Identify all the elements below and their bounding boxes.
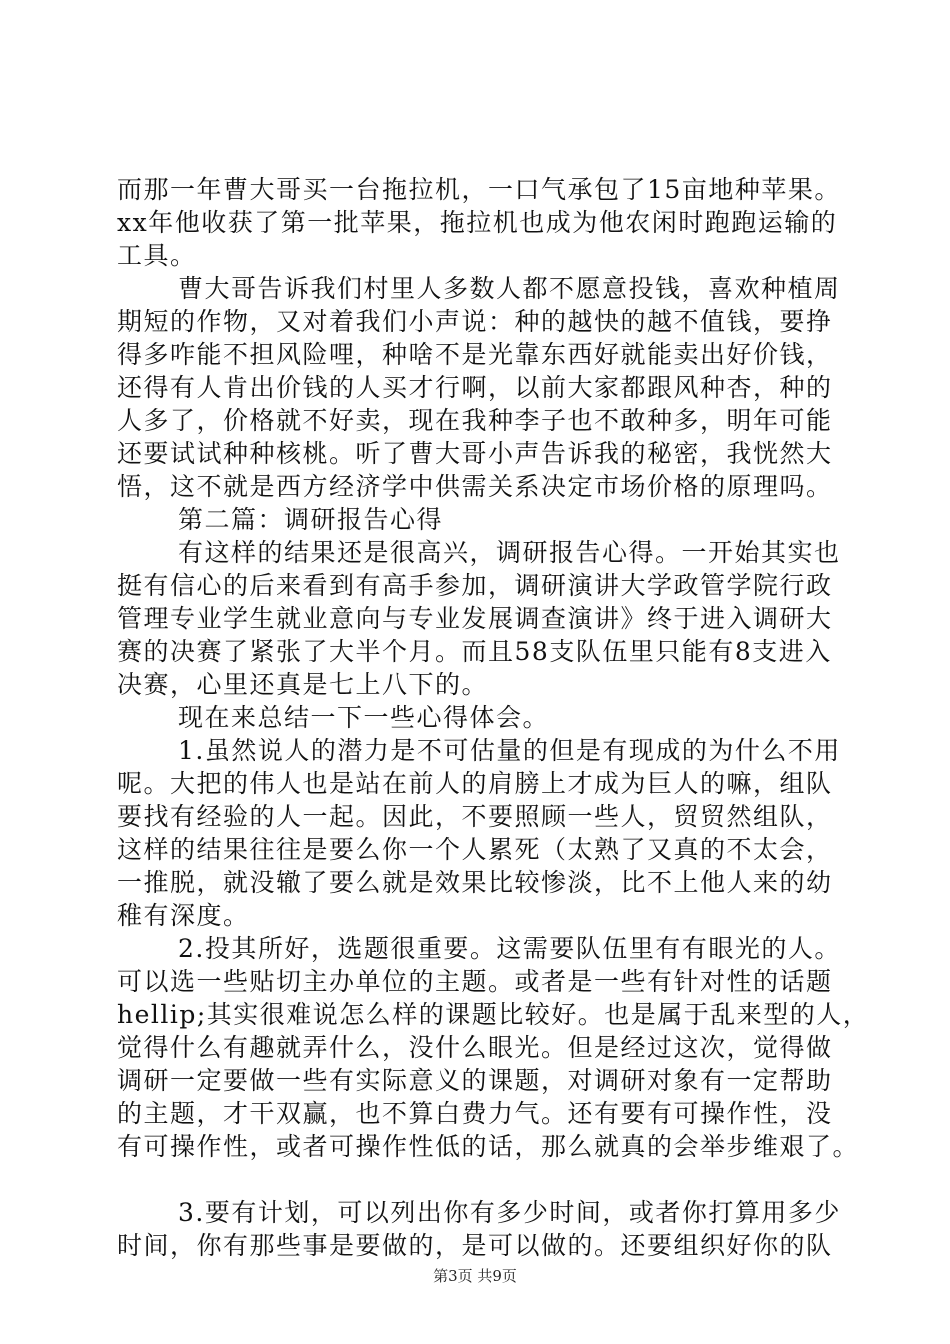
- body-text-line: 呢。大把的伟人也是站在前人的肩膀上才成为巨人的嘛，组队: [117, 769, 833, 798]
- body-text-line: 调研一定要做一些有实际意义的课题，对调研对象有一定帮助: [117, 1066, 833, 1095]
- page-footer: [0, 1266, 950, 1286]
- body-text-line: 赛的决赛了紧张了大半个月。而且58支队伍里只能有8支进入: [117, 637, 832, 666]
- body-text-line: 而那一年曹大哥买一台拖拉机，一口气承包了15亩地种苹果。: [117, 175, 841, 204]
- body-text-line: 还得有人肯出价钱的人买才行啊，以前大家都跟风种杏，种的: [117, 373, 833, 402]
- section-heading: 第二篇：调研报告心得: [178, 505, 444, 534]
- list-item-line: 3.要有计划，可以列出你有多少时间，或者你打算用多少: [178, 1198, 841, 1227]
- body-text-line: 得多咋能不担风险哩，种啥不是光靠东西好就能卖出好价钱，: [117, 340, 833, 369]
- body-text-line: 现在来总结一下一些心得体会。: [178, 703, 550, 732]
- body-text-line: 悟，这不就是西方经济学中供需关系决定市场价格的原理吗。: [117, 472, 833, 501]
- body-text-line: 要找有经验的人一起。因此，不要照顾一些人，贸贸然组队，: [117, 802, 833, 831]
- body-text-line: 还要试试种种核桃。听了曹大哥小声告诉我的秘密，我恍然大: [117, 439, 833, 468]
- list-item-line: 2.投其所好，选题很重要。这需要队伍里有有眼光的人。: [178, 934, 841, 963]
- body-text-line: 可以选一些贴切主办单位的主题。或者是一些有针对性的话题: [117, 967, 833, 996]
- body-text-line: 人多了，价格就不好卖，现在我种李子也不敢种多，明年可能: [117, 406, 833, 435]
- body-text-line: 觉得什么有趣就弄什么，没什么眼光。但是经过这次，觉得做: [117, 1033, 833, 1062]
- body-text-line: xx年他收获了第一批苹果，拖拉机也成为他农闲时跑跑运输的: [117, 208, 838, 237]
- body-text-line: 期短的作物，又对着我们小声说：种的越快的越不值钱，要挣: [117, 307, 833, 336]
- body-text-line: 管理专业学生就业意向与专业发展调查演讲》终于进入调研大: [117, 604, 833, 633]
- body-text-line: 一推脱，就没辙了要么就是效果比较惨淡，比不上他人来的幼: [117, 868, 833, 897]
- list-item-line: 1.虽然说人的潜力是不可估量的但是有现成的为什么不用: [178, 736, 841, 765]
- body-text-line: 的主题，才干双赢，也不算白费力气。还有要有可操作性，没: [117, 1099, 833, 1128]
- body-text-line: hellip;其实很难说怎么样的课题比较好。也是属于乱来型的人，: [117, 1000, 870, 1029]
- body-text-line: 稚有深度。: [117, 901, 250, 930]
- body-text-line: 曹大哥告诉我们村里人多数人都不愿意投钱，喜欢种植周: [178, 274, 841, 303]
- page-indicator: 第3页 共9页: [433, 1267, 517, 1285]
- body-text-line: 时间，你有那些事是要做的，是可以做的。还要组织好你的队: [117, 1231, 833, 1260]
- body-text-line: 这样的结果往往是要么你一个人累死（太熟了又真的不太会，: [117, 835, 833, 864]
- body-text-line: 决赛，心里还真是七上八下的。: [117, 670, 489, 699]
- body-text-line: 工具。: [117, 241, 197, 270]
- body-text-line: 挺有信心的后来看到有高手参加，调研演讲大学政管学院行政: [117, 571, 833, 600]
- body-text-line: 有这样的结果还是很高兴，调研报告心得。一开始其实也: [178, 538, 841, 567]
- body-text-line: 有可操作性，或者可操作性低的话，那么就真的会举步维艰了。: [117, 1132, 860, 1161]
